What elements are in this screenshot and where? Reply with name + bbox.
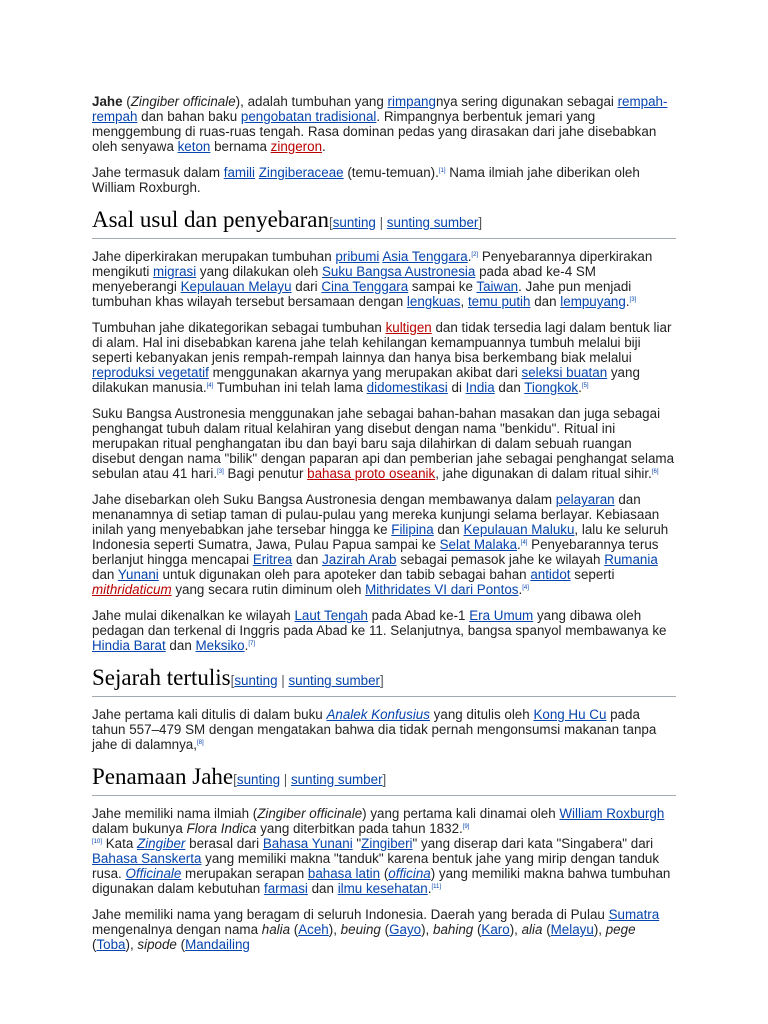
section-heading-penamaan-jahe: Penamaan Jahe[sunting | sunting sumber]: [92, 764, 676, 796]
citation[interactable]: [3]: [217, 469, 224, 475]
link-kepulauan-melayu[interactable]: Kepulauan Melayu: [180, 279, 292, 294]
link-laut-tengah[interactable]: Laut Tengah: [294, 608, 368, 623]
link-didomestikasi[interactable]: didomestikasi: [366, 380, 448, 395]
edit-link[interactable]: sunting: [234, 673, 278, 688]
link-keton[interactable]: keton: [177, 139, 211, 154]
link-gayo[interactable]: Gayo: [389, 922, 422, 937]
section-1-paragraph-2: Tumbuhan jahe dikategorikan sebagai tumbuhan kultigen dan tidak tersedia lagi dalam bentuk liar di alam. Hal ini disebabkan karena jahe telah kehilangan kemampuannya tumbuh melalui biji seperti kebanyakan jenis rempah-rempah lainnya dan hanya bisa berkembang biak melalui reproduksi vegetatif menggunakan akarnya yang merupakan akibat dari seleksi buatan yang dilakukan manusia.[4] Tumbuhan ini telah lama didomestikasi di India dan Tiongkok.[5]: [92, 320, 672, 395]
article-body: [92, 94, 676, 952]
edit-links: [sunting | sunting sumber]: [233, 772, 387, 787]
edit-links: [sunting | sunting sumber]: [328, 215, 483, 230]
link-rumania[interactable]: Rumania: [604, 552, 658, 567]
link-zingeron[interactable]: zingeron: [270, 139, 323, 154]
link-rempah-rempah[interactable]: rempah-rempah: [92, 94, 668, 124]
link-bahasa-latin[interactable]: bahasa latin: [307, 866, 381, 881]
link-reproduksi-vegetatif[interactable]: reproduksi vegetatif: [92, 365, 209, 380]
link-pelayaran[interactable]: pelayaran: [555, 492, 615, 507]
link-tiongkok[interactable]: Tiongkok: [524, 380, 579, 395]
link-meksiko[interactable]: Meksiko: [195, 638, 245, 653]
intro-paragraph-2: Jahe termasuk dalam famili Zingiberaceae (temu-temuan).[1] Nama ilmiah jahe diberikan oleh William Roxburgh.: [92, 165, 640, 195]
section-3-paragraph-1: Jahe memiliki nama ilmiah (Zingiber officinale) yang pertama kali dinamai oleh William Roxburgh dalam bukunya Flora Indica yang diterbitkan pada tahun 1832.[9] [10] Kata Zingiber berasal dari Bahasa Yunani "Zingiberi" yang diserap dari kata "Singabera" dari Bahasa Sanskerta yang memiliki makna "tanduk" karena bentuk jahe yang mirip dengan tanduk rusa. Officinale merupakan serapan bahasa latin (officina) yang memiliki makna bahwa tumbuhan digunakan dalam kebutuhan farmasi dan ilmu kesehatan.[11]: [92, 806, 671, 896]
edit-link[interactable]: sunting: [236, 772, 281, 787]
link-yunani[interactable]: Yunani: [117, 567, 159, 582]
term-jahe: Jahe: [92, 94, 123, 109]
citation[interactable]: [7]: [248, 641, 256, 647]
link-suku-bangsa-austronesia[interactable]: Suku Bangsa Austronesia: [322, 264, 476, 279]
link-zingiberaceae[interactable]: Zingiberaceae: [258, 165, 344, 180]
link-india[interactable]: India: [465, 380, 495, 395]
link-farmasi[interactable]: farmasi: [263, 881, 308, 896]
link-lempuyang[interactable]: lempuyang: [560, 294, 626, 309]
intro-paragraph-1: Jahe (Zingiber officinale), adalah tumbuhan yang rimpangnya sering digunakan sebagai rempah-rempah dan bahan baku pengobatan tradisional. Rimpangnya berbentuk jemari yang menggembung di ruas-ruas tengah. Rasa dominan pedas yang dirasakan dari jahe disebabkan oleh senyawa keton bernama zingeron.: [92, 94, 668, 154]
link-lengkuas[interactable]: lengkuas: [406, 294, 461, 309]
citation[interactable]: [4]: [522, 585, 529, 591]
link-jazirah-arab[interactable]: Jazirah Arab: [322, 552, 397, 567]
citation[interactable]: [4]: [520, 540, 528, 546]
link-melayu[interactable]: Melayu: [550, 922, 594, 937]
edit-source-link[interactable]: sunting sumber: [386, 215, 479, 230]
section-heading-sejarah-tertulis: Sejarah tertulis[sunting | sunting sumber]: [92, 665, 676, 697]
link-hindia-barat[interactable]: Hindia Barat: [92, 638, 166, 653]
edit-source-link[interactable]: sunting sumber: [288, 673, 381, 688]
link-zingiberi[interactable]: Zingiberi: [361, 836, 413, 851]
link-ilmu-kesehatan[interactable]: ilmu kesehatan: [337, 881, 428, 896]
citation[interactable]: [4]: [206, 383, 214, 389]
link-mithridaticum[interactable]: mithridaticum: [92, 582, 172, 597]
link-cina-tenggara[interactable]: Cina Tenggara: [321, 279, 409, 294]
link-kong-hu-cu[interactable]: Kong Hu Cu: [533, 707, 607, 722]
section-1-paragraph-4: Jahe disebarkan oleh Suku Bangsa Austronesia dengan membawanya dalam pelayaran dan menanamnya di setiap taman di pulau-pulau yang mereka kunjungi selama berlayar. Kebiasaan inilah yang menyebabkan jahe tersebar hingga ke Filipina dan Kepulauan Maluku, lalu ke seluruh Indonesia seperti Sumatra, Jawa, Pulau Papua sampai ke Selat Malaka.[4] Penyebarannya terus berlanjut hingga mencapai Eritrea dan Jazirah Arab sebagai pemasok jahe ke wilayah Rumania dan Yunani untuk digunakan oleh para apoteker dan tabib sebagai bahan antidot seperti mithridaticum yang secara rutin diminum oleh Mithridates VI dari Pontos.[4]: [92, 492, 669, 597]
section-heading-asal-usul: Asal usul dan penyebaran[sunting | sunting sumber]: [92, 207, 676, 239]
section-2-paragraph-1: Jahe pertama kali ditulis di dalam buku Analek Konfusius yang ditulis oleh Kong Hu Cu pada tahun 557–479 SM dengan mengatakan bahwa dia tidak pernah mengonsumsi makanan tanpa jahe di dalamnya,[8]: [92, 707, 657, 752]
edit-source-link[interactable]: sunting sumber: [290, 772, 383, 787]
link-toba[interactable]: Toba: [96, 937, 126, 952]
link-william-roxburgh[interactable]: William Roxburgh: [559, 806, 665, 821]
section-1-paragraph-5: Jahe mulai dikenalkan ke wilayah Laut Tengah pada Abad ke-1 Era Umum yang dibawa oleh pedagan dan terkenal di Inggris pada Abad ke 11. Selanjutnya, bangsa spanyol membawanya ke Hindia Barat dan Meksiko.[7]: [92, 608, 667, 653]
link-eritrea[interactable]: Eritrea: [252, 552, 293, 567]
link-analek-konfusius[interactable]: Analek Konfusius: [326, 707, 430, 722]
link-filipina[interactable]: Filipina: [391, 522, 434, 537]
link-antidot[interactable]: antidot: [530, 567, 571, 582]
section-1-paragraph-1: Jahe diperkirakan merupakan tumbuhan pribumi Asia Tenggara.[2] Penyebarannya diperkirakan mengikuti migrasi yang dilakukan oleh Suku Bangsa Austronesia pada abad ke-4 SM menyeberangi Kepulauan Melayu dari Cina Tenggara sampai ke Taiwan. Jahe pun menjadi tumbuhan khas wilayah tersebut bersamaan dengan lengkuas, temu putih dan lempuyang.[3]: [92, 249, 653, 309]
link-officinale[interactable]: Officinale: [125, 866, 182, 881]
citation[interactable]: [1]: [438, 168, 446, 174]
citation[interactable]: [9]: [462, 824, 470, 830]
link-taiwan[interactable]: Taiwan: [476, 279, 519, 294]
link-sumatra[interactable]: Sumatra: [608, 907, 660, 922]
link-famili[interactable]: famili: [223, 165, 255, 180]
link-aceh[interactable]: Aceh: [298, 922, 329, 937]
link-migrasi[interactable]: migrasi: [153, 264, 197, 279]
section-1-paragraph-3: Suku Bangsa Austronesia menggunakan jahe sebagai bahan-bahan masakan dan juga sebagai penghangat tubuh dalam ritual kelahiran yang disebut dengan nama "benkidu". Ritual ini merupakan ritual penghangatan ibu dan bayi baru saja dilahirkan di dalam sebuah ruangan disebut dengan nama "bilik" dengan paparan api dan pemberian jahe sebagai penghangat selama sebulan atau 41 hari.[3] Bagi penutur bahasa proto oseanik, jahe digunakan di dalam ritual sihir.[6]: [92, 406, 675, 481]
citation[interactable]: [2]: [471, 252, 479, 258]
link-bahasa-sanskerta[interactable]: Bahasa Sanskerta: [92, 851, 202, 866]
link-rimpang[interactable]: rimpang: [387, 94, 436, 109]
link-officina[interactable]: officina: [388, 866, 431, 881]
link-selat-malaka[interactable]: Selat Malaka: [439, 537, 518, 552]
citation[interactable]: [10]: [92, 839, 103, 845]
link-bahasa-proto-oseanik[interactable]: bahasa proto oseanik: [307, 466, 436, 481]
edit-links: [sunting | sunting sumber]: [230, 673, 384, 688]
link-asia-tenggara[interactable]: Asia Tenggara: [382, 249, 468, 264]
link-karo[interactable]: Karo: [481, 922, 510, 937]
link-mithridates-vi[interactable]: Mithridates VI dari Pontos: [365, 582, 519, 597]
link-era-umum[interactable]: Era Umum: [469, 608, 534, 623]
link-kepulauan-maluku[interactable]: Kepulauan Maluku: [463, 522, 575, 537]
citation[interactable]: [6]: [651, 469, 659, 475]
link-pribumi[interactable]: pribumi: [335, 249, 380, 264]
link-temu-putih[interactable]: temu putih: [467, 294, 531, 309]
citation[interactable]: [5]: [581, 383, 589, 389]
link-zingiber[interactable]: Zingiber: [137, 836, 186, 851]
link-bahasa-yunani[interactable]: Bahasa Yunani: [262, 836, 353, 851]
citation[interactable]: [3]: [629, 297, 637, 303]
citation[interactable]: [11]: [431, 884, 442, 890]
link-kultigen[interactable]: kultigen: [385, 320, 432, 335]
link-pengobatan-tradisional[interactable]: pengobatan tradisional: [240, 109, 377, 124]
citation[interactable]: [8]: [196, 740, 204, 746]
edit-link[interactable]: sunting: [332, 215, 376, 230]
section-3-paragraph-2: Jahe memiliki nama yang beragam di seluruh Indonesia. Daerah yang berada di Pulau Sumatra mengenalnya dengan nama halia (Aceh), beuing (Gayo), bahing (Karo), alia (Melayu), pege (Toba), sipode (Mandailing: [92, 907, 660, 952]
link-seleksi-buatan[interactable]: seleksi buatan: [521, 365, 608, 380]
link-mandailing[interactable]: Mandailing: [185, 937, 250, 952]
